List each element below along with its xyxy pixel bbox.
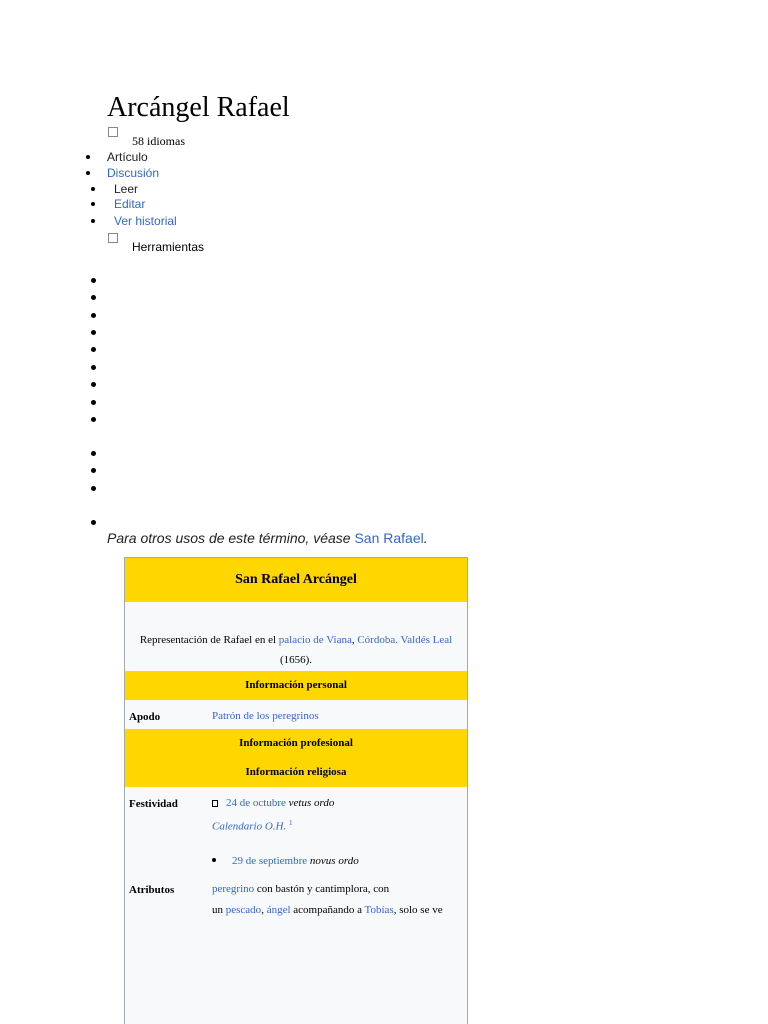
bullet-icon xyxy=(91,468,96,473)
bullet-icon xyxy=(91,187,95,191)
attr-link-pescado[interactable]: pescado xyxy=(225,904,262,916)
festividad-calendar xyxy=(212,813,293,837)
infobox-caption xyxy=(133,630,459,670)
caption-sep: , xyxy=(351,634,358,646)
attr-text-2-pre: un xyxy=(212,904,226,916)
fest1-date-link[interactable]: 24 de octubre xyxy=(226,797,286,809)
bullet-icon xyxy=(91,202,95,206)
bullet-icon xyxy=(91,451,96,456)
fest1-note: vetus ordo xyxy=(288,797,335,809)
bullet-icon xyxy=(91,365,96,370)
tab-article-label[interactable]: Artículo xyxy=(107,150,148,164)
bullet-icon xyxy=(91,313,96,318)
caption-post: (1656). xyxy=(279,654,313,666)
language-count-label[interactable]: 58 idiomas xyxy=(132,134,185,148)
bullet-icon xyxy=(91,382,96,387)
bullet-icon xyxy=(91,400,96,405)
attr-text-1: con bastón y cantimplora, con xyxy=(254,883,390,895)
professional-info-header: Información profesional xyxy=(125,729,467,758)
bullet-icon xyxy=(86,155,90,159)
caption-dot: . xyxy=(395,634,401,646)
hatnote-link[interactable]: San Rafael xyxy=(354,530,424,546)
bullet-icon xyxy=(91,330,96,335)
caption-link-city[interactable]: Córdoba xyxy=(357,634,396,646)
page-title: Arcángel Rafael xyxy=(107,92,290,123)
attr-text-post: , solo se ve xyxy=(393,904,443,916)
tools-label[interactable]: Herramientas xyxy=(132,240,205,254)
hatnote-end: . xyxy=(423,530,428,546)
personal-info-header: Información personal xyxy=(125,671,467,700)
bullet-icon xyxy=(91,417,96,422)
caption-link-painter[interactable]: Valdés Leal xyxy=(400,634,453,646)
bullet-icon xyxy=(91,520,96,525)
atributos-label: Atributos xyxy=(129,884,175,896)
tab-history-label[interactable]: Ver historial xyxy=(114,214,177,228)
bullet-icon xyxy=(91,486,96,491)
caption-link-palace[interactable]: palacio de Viana xyxy=(278,634,352,646)
festividad-item-1 xyxy=(212,793,334,813)
tab-talk-label[interactable]: Discusión xyxy=(107,166,160,180)
hatnote xyxy=(107,530,428,546)
atributos-line-2 xyxy=(212,900,443,920)
religious-info-header: Información religiosa xyxy=(125,758,467,787)
bullet-icon xyxy=(91,278,96,283)
bullet-icon xyxy=(91,295,96,300)
apodo-label: Apodo xyxy=(129,711,161,723)
attr-link-tobias[interactable]: Tobías xyxy=(364,904,394,916)
fest2-note: novus ordo xyxy=(309,855,359,867)
tab-edit-label[interactable]: Editar xyxy=(114,197,146,211)
attr-text-mid: acompañando a xyxy=(290,904,365,916)
fest2-date-link[interactable]: 29 de septiembre xyxy=(232,855,308,867)
bullet-icon xyxy=(91,347,96,352)
caption-text: Representación de Rafael en el xyxy=(139,634,279,646)
bullet-icon xyxy=(86,171,90,175)
apodo-value[interactable]: Patrón de los peregrinos xyxy=(212,710,319,722)
square-bullet-icon xyxy=(212,800,218,807)
language-toggle-checkbox[interactable] xyxy=(108,127,118,137)
tab-read-label[interactable]: Leer xyxy=(114,182,139,196)
infobox xyxy=(124,557,468,1024)
festividad-label: Festividad xyxy=(129,798,178,810)
bullet-icon xyxy=(91,219,95,223)
infobox-title: San Rafael Arcángel xyxy=(125,558,467,602)
calendar-link[interactable]: Calendario O.H. xyxy=(212,820,287,833)
festividad-item-2 xyxy=(212,851,359,871)
atributos-line-1 xyxy=(212,879,389,899)
bullet-icon xyxy=(212,858,216,862)
attr-sep: , xyxy=(261,904,267,916)
tools-toggle-checkbox[interactable] xyxy=(108,233,118,243)
attr-link-peregrino[interactable]: peregrino xyxy=(212,883,255,895)
hatnote-text: Para otros usos de este término, véase xyxy=(107,530,355,546)
attr-link-angel[interactable]: ángel xyxy=(266,904,291,916)
reference-sup[interactable]: 1 xyxy=(289,819,293,827)
